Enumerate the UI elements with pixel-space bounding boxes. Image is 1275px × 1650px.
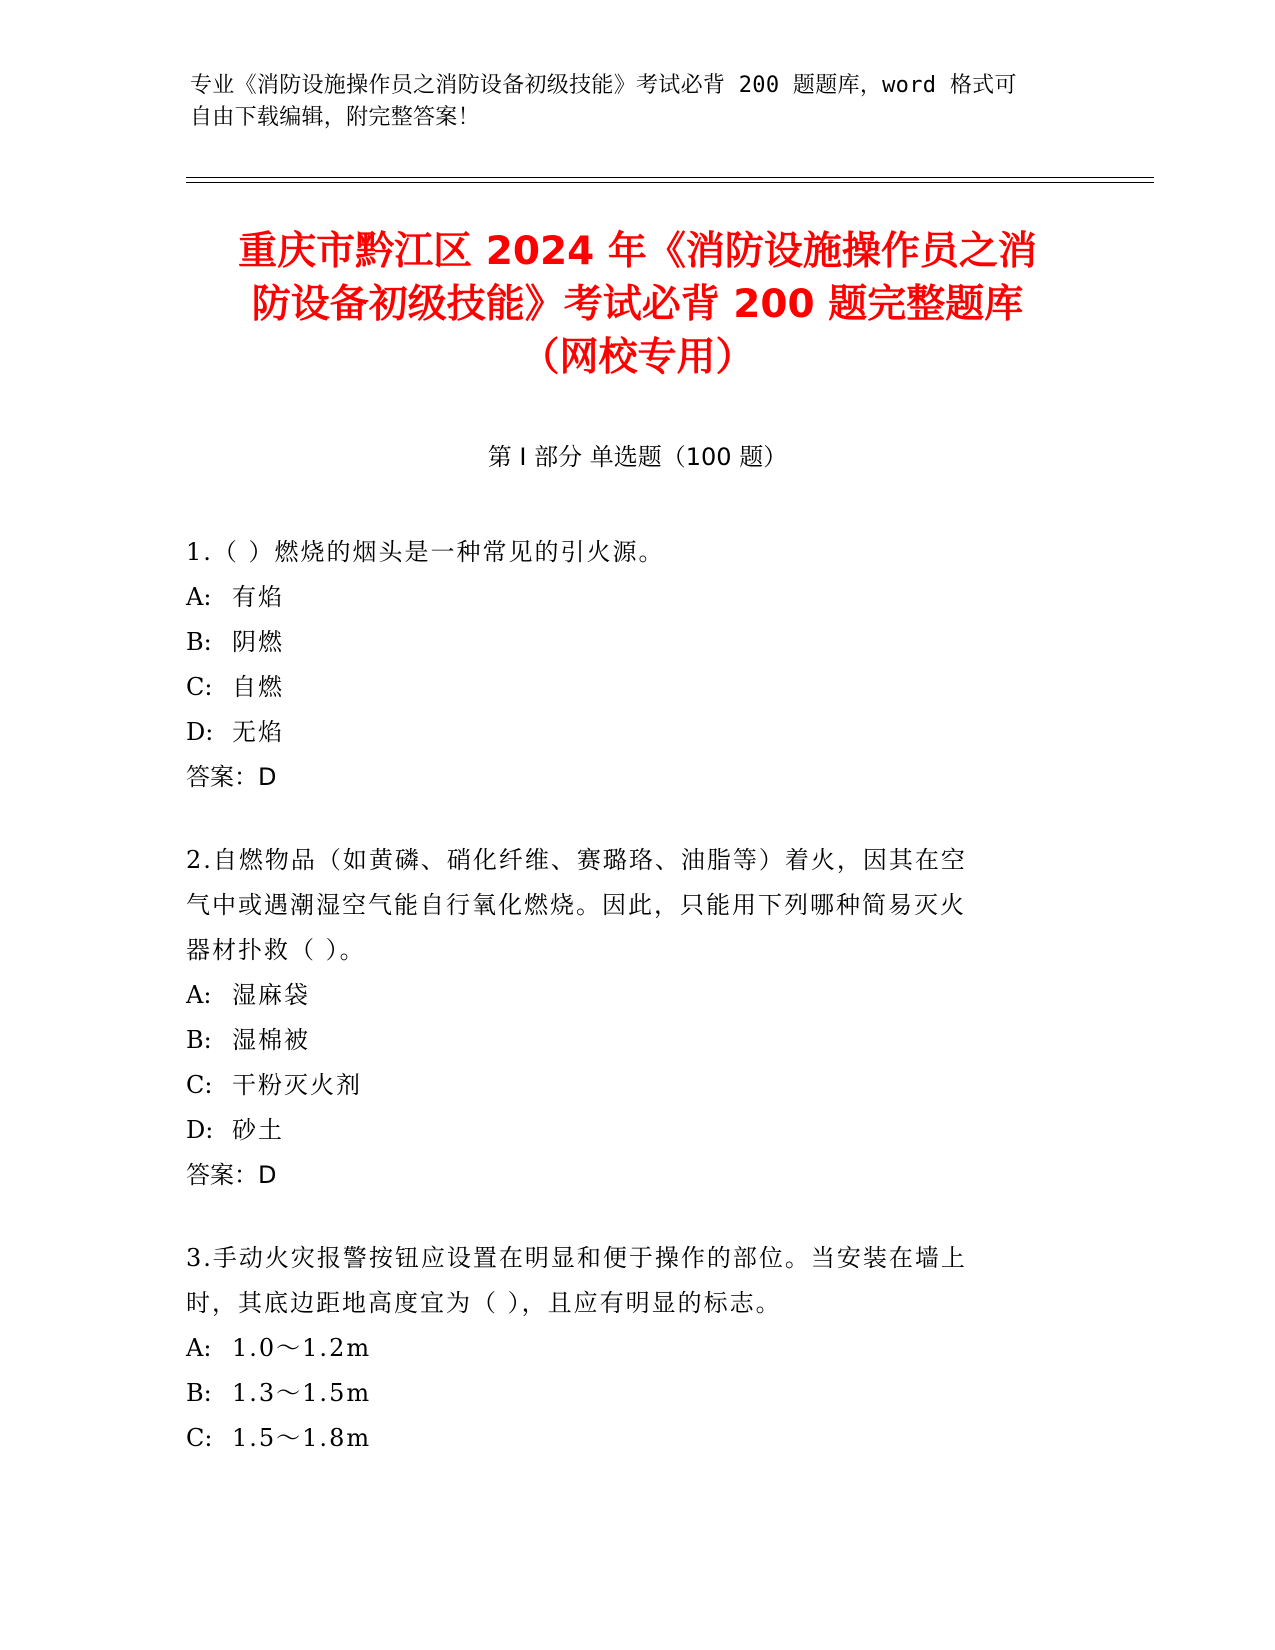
answer-option: [186, 665, 1066, 710]
answer-option: [186, 620, 1066, 665]
question-item: [186, 530, 1066, 800]
header-note-line: 自由下载编辑，附完整答案！: [190, 105, 480, 130]
answer-option: [186, 973, 1066, 1018]
question-list: [186, 530, 1066, 1499]
option-text: 1.5～1.8m: [232, 1424, 372, 1452]
header-divider: [186, 182, 1154, 183]
answer-option: [186, 1018, 1066, 1063]
question-stem: 时，其底边距地高度宜为（ ），且应有明显的标志。: [186, 1289, 782, 1317]
document-title: [150, 225, 1125, 384]
option-label: D:: [186, 718, 214, 746]
answer-key: 答案：D: [186, 763, 277, 791]
option-label: D:: [186, 1116, 214, 1144]
option-text: 阴燃: [232, 628, 284, 656]
question-item: [186, 1236, 1066, 1461]
option-text: 1.0～1.2m: [232, 1334, 372, 1362]
option-label: B:: [186, 1379, 212, 1407]
title-line: （网校专用）: [520, 335, 755, 380]
option-label: C:: [186, 673, 213, 701]
answer-option: [186, 1063, 1066, 1108]
answer-option: [186, 1416, 1066, 1461]
option-text: 无焰: [232, 718, 284, 746]
option-label: C:: [186, 1424, 213, 1452]
option-label: A:: [186, 583, 212, 611]
answer-option: [186, 1108, 1066, 1153]
section-heading: 第 I 部分 单选题（100 题）: [487, 443, 788, 471]
title-line: 重庆市黔江区 2024 年《消防设施操作员之消: [238, 229, 1037, 274]
option-text: 湿棉被: [232, 1026, 310, 1054]
header-divider: [186, 177, 1154, 178]
question-stem: 1.（ ）燃烧的烟头是一种常见的引火源。: [186, 538, 665, 566]
question-stem: 3.手动火灾报警按钮应设置在明显和便于操作的部位。当安装在墙上: [186, 1244, 967, 1272]
question-stem: 器材扑救（ ）。: [186, 936, 366, 964]
option-label: A:: [186, 981, 212, 1009]
answer-option: [186, 1371, 1066, 1416]
option-text: 湿麻袋: [232, 981, 310, 1009]
option-label: B:: [186, 1026, 212, 1054]
answer-option: [186, 1326, 1066, 1371]
option-label: B:: [186, 628, 212, 656]
option-text: 干粉灭火剂: [232, 1071, 362, 1099]
question-stem: 2.自燃物品（如黄磷、硝化纤维、赛璐珞、油脂等）着火，因其在空: [186, 846, 967, 874]
option-text: 砂土: [232, 1116, 284, 1144]
title-line: 防设备初级技能》考试必背 200 题完整题库: [251, 282, 1024, 327]
header-note: [190, 70, 1070, 134]
option-label: A:: [186, 1334, 212, 1362]
question-stem: 气中或遇潮湿空气能自行氧化燃烧。因此，只能用下列哪种简易灭火: [186, 891, 966, 919]
option-label: C:: [186, 1071, 213, 1099]
answer-option: [186, 575, 1066, 620]
option-text: 1.3～1.5m: [232, 1379, 372, 1407]
option-text: 自燃: [232, 673, 284, 701]
question-item: [186, 838, 1066, 1198]
answer-option: [186, 710, 1066, 755]
header-note-line: 专业《消防设施操作员之消防设备初级技能》考试必背 200 题题库，word 格式可: [190, 73, 1017, 98]
answer-key: 答案：D: [186, 1161, 277, 1189]
option-text: 有焰: [232, 583, 284, 611]
